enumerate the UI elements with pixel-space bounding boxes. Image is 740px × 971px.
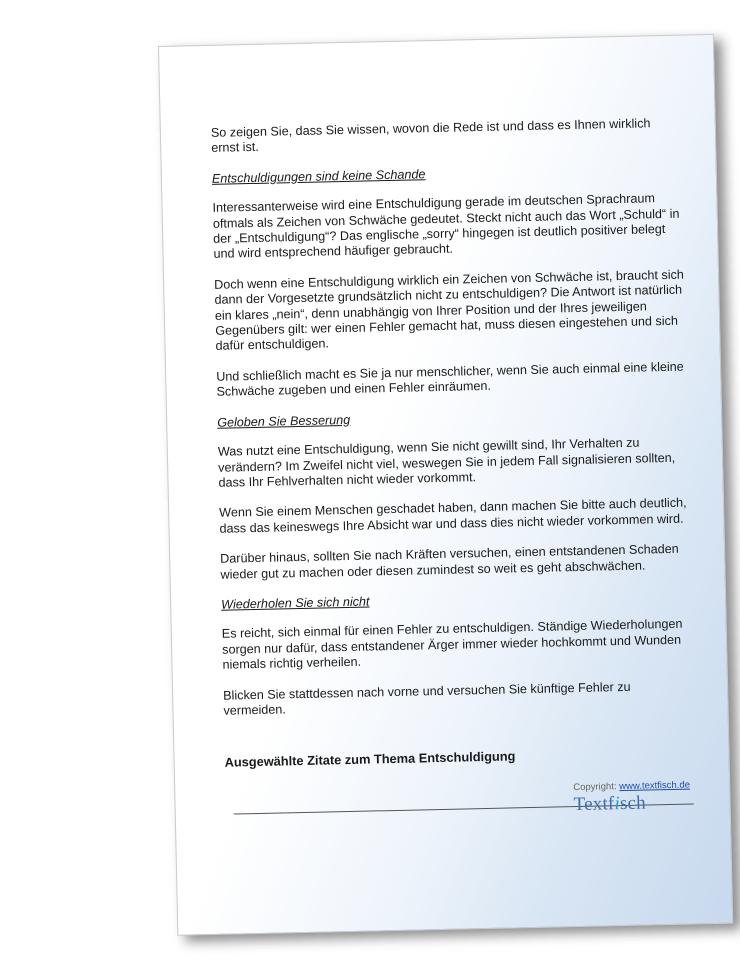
paragraph: Blicken Sie stattdessen nach vorne und versuchen Sie künftige Fehler zu vermeiden.: [223, 679, 631, 718]
copyright-label: Copyright:: [573, 781, 617, 794]
document-page: [158, 34, 733, 936]
paragraph: Wenn Sie einem Menschen geschadet haben, dann machen Sie bitte auch deutlich, dass das keineswegs Ihre Absicht war und dass dies nicht wieder vorkommen wird.: [219, 495, 687, 536]
paragraph: Und schließlich macht es Sie ja nur menschlicher, wenn Sie auch einmal eine kleine Schwäche zugeben und einen Fehler einräumen.: [216, 359, 684, 400]
textfisch-logo: [573, 793, 646, 817]
paragraph: Es reicht, sich einmal für einen Fehler zu entschuldigen. Ständige Wiederholungen sorgen nur dafür, dass entstandener Ärger immer wieder hochkommt und Wunden niemals richtig verheilen.: [221, 617, 683, 672]
logo-text-end: sch: [619, 792, 647, 815]
section-heading: Entschuldigungen sind keine Schande: [211, 167, 426, 186]
paragraph: So zeigen Sie, dass Sie wissen, wovon die Rede ist und dass es Ihnen wirklich ernst ist.: [210, 116, 651, 156]
copyright-link[interactable]: www.textfisch.de: [619, 779, 691, 793]
quotes-title: Ausgewählte Zitate zum Thema Entschuldigung: [224, 748, 516, 771]
copyright-notice: [573, 780, 690, 794]
paragraph: Doch wenn eine Entschuldigung wirklich ein Zeichen von Schwäche ist, braucht sich dann der Vorgesetzte grundsätzlich nicht zu entschuldigen? Die Antwort ist natürlich ein klares „nein“, denn unabhängig von Ihrer Position und der Ihres jeweiligen Gegenübers gilt: wer einen Fehler gemacht hat, muss diesen eingestehen und sich dafür entschuldigen.: [214, 267, 684, 354]
logo-text-start: Textf: [573, 793, 615, 816]
logo-fish-letter: i: [614, 793, 621, 815]
paragraph: Interessanterweise wird eine Entschuldigung gerade im deutschen Sprachraum oftmals als Zeichen von Schwäche gedeutet. Steckt nicht auch das Wort „Schuld“ in der „Entschuldigung“? Das englische „sorry“ hingegen ist deutlich positiver belegt und wird entsprechend häufiger gebraucht.: [212, 191, 680, 262]
paragraph: Was nutzt eine Entschuldigung, wenn Sie nicht gewillt sind, Ihr Verhalten zu verändern? Im Zweifel nicht viel, weswegen Sie in jedem Fall signalisieren sollten, dass Ihr Fehlverhalten nicht wieder vorkommt.: [217, 435, 676, 490]
section-heading: Wiederholen Sie sich nicht: [221, 594, 370, 612]
document-body: [211, 116, 695, 786]
section-heading: Geloben Sie Besserung: [217, 412, 351, 430]
paragraph: Darüber hinaus, sollten Sie nach Kräften versuchen, einen entstandenen Schaden wieder gut zu machen oder diesen zumindest so weit es geht abschwächen.: [220, 541, 679, 582]
